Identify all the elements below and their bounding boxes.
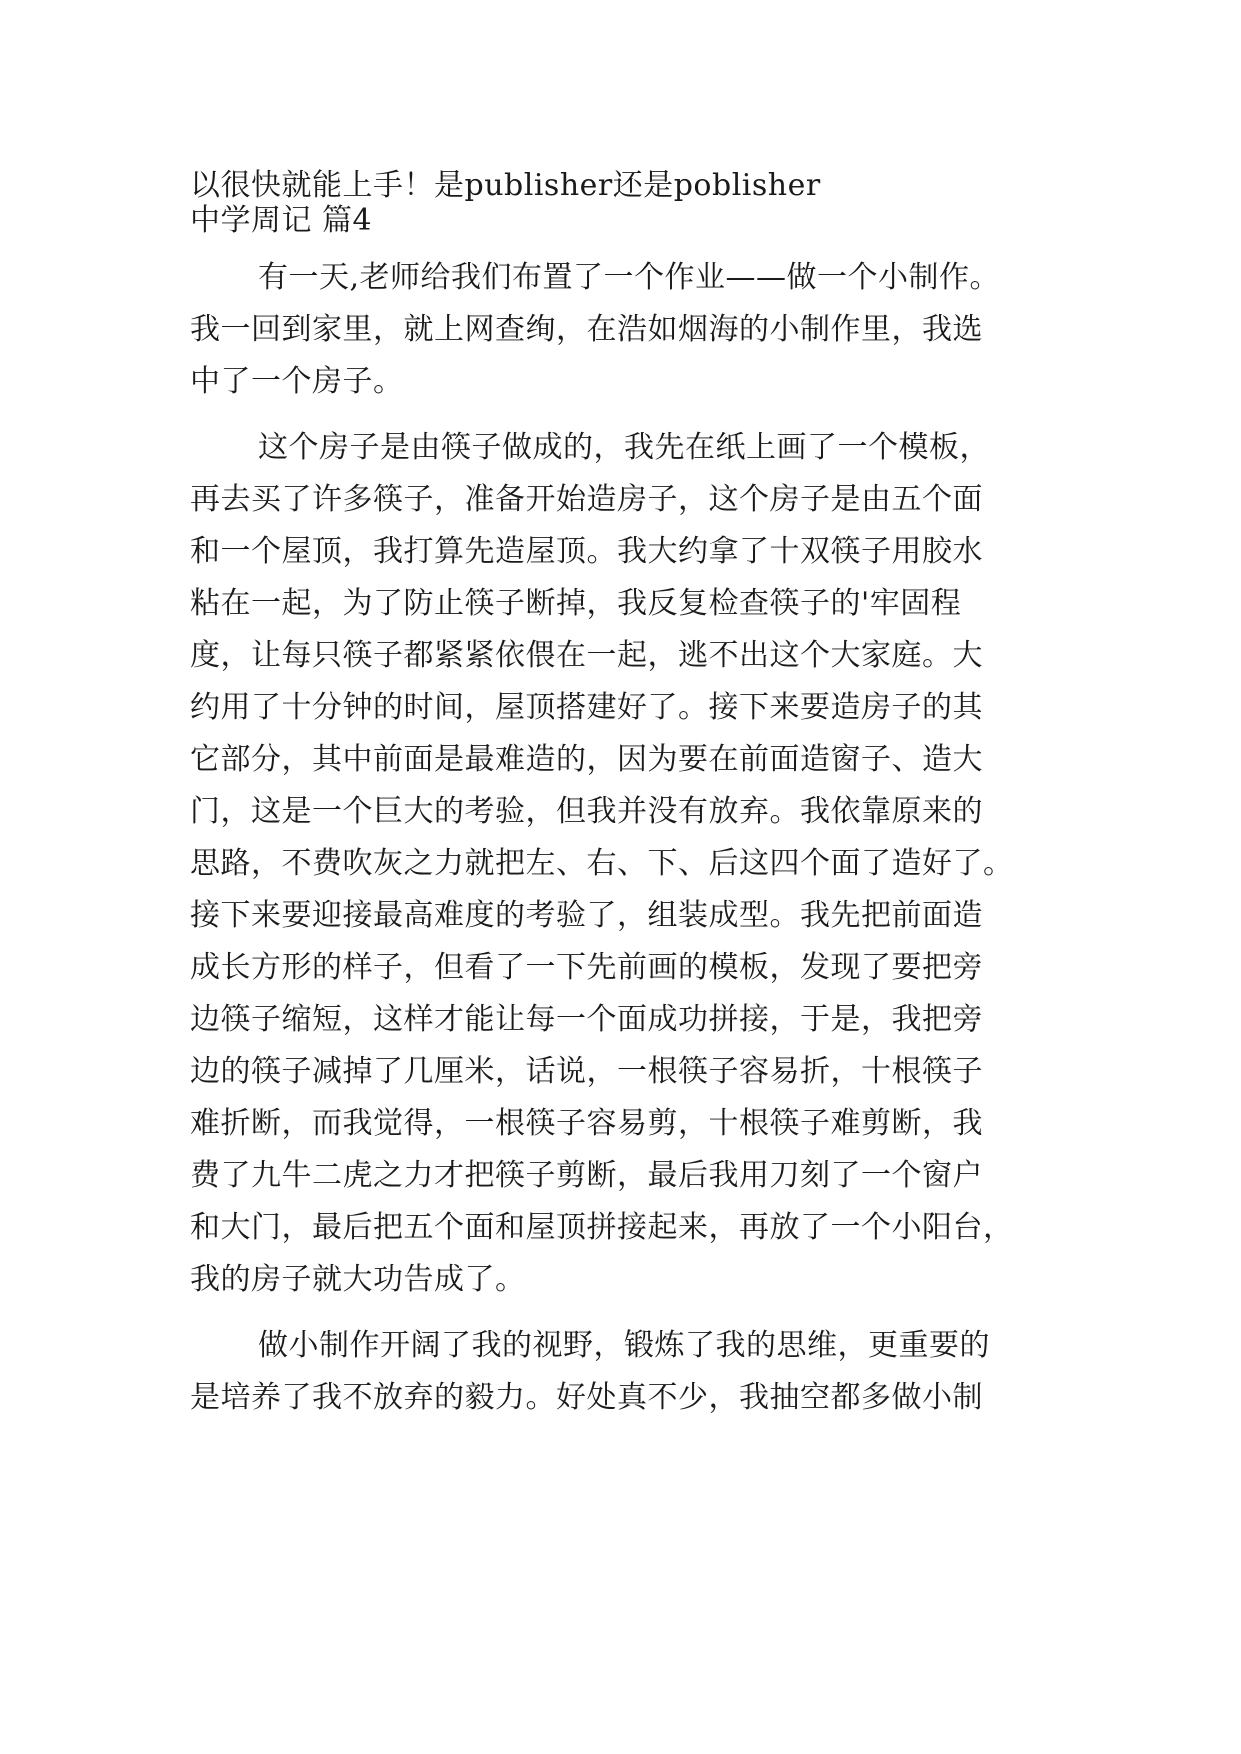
paragraph-line: 是培养了我不放弃的毅力。好处真不少，我抽空都多做小制 [190,1380,983,1415]
paragraph-line: 和大门，最后把五个面和屋顶拼接起来，再放了一个小阳台， [190,1210,1014,1245]
section-heading: 中学周记 篇4 [190,203,373,238]
text-line: 以很快就能上手！是publisher还是poblisher [190,168,821,203]
paragraph-line: 它部分，其中前面是最难造的，因为要在前面造窗子、造大 [190,742,983,777]
paragraph-line: 约用了十分钟的时间，屋顶搭建好了。接下来要造房子的其 [190,690,983,725]
paragraph-line: 粘在一起，为了防止筷子断掉，我反复检查筷子的'牢固程 [190,586,962,621]
paragraph-line: 边筷子缩短，这样才能让每一个面成功拼接，于是，我把旁 [190,1002,983,1037]
paragraph-line: 成长方形的样子，但看了一下先前画的模板，发现了要把旁 [190,950,983,985]
paragraph-line: 中了一个房子。 [190,364,404,399]
paragraph-line: 难折断，而我觉得，一根筷子容易剪，十根筷子难剪断，我 [190,1106,983,1141]
paragraph-line: 做小制作开阔了我的视野，锻炼了我的思维，更重要的 [258,1328,990,1363]
paragraph-line: 这个房子是由筷子做成的，我先在纸上画了一个模板， [258,430,990,465]
paragraph-line: 思路，不费吹灰之力就把左、右、下、后这四个面了造好了。 [190,846,1014,881]
paragraph-line: 费了九牛二虎之力才把筷子剪断，最后我用刀刻了一个窗户 [190,1158,983,1193]
paragraph-line: 门，这是一个巨大的考验，但我并没有放弃。我依靠原来的 [190,794,983,829]
paragraph-line: 我一回到家里，就上网查绚，在浩如烟海的小制作里，我选 [190,312,983,347]
paragraph-line: 有一天,老师给我们布置了一个作业——做一个小制作。 [258,260,1001,295]
paragraph-line: 再去买了许多筷子，准备开始造房子，这个房子是由五个面 [190,482,983,517]
paragraph-line: 和一个屋顶，我打算先造屋顶。我大约拿了十双筷子用胶水 [190,534,983,569]
paragraph-line: 度，让每只筷子都紧紧依偎在一起，逃不出这个大家庭。大 [190,638,983,673]
paragraph-line: 我的房子就大功告成了。 [190,1262,526,1297]
paragraph-line: 接下来要迎接最高难度的考验了，组装成型。我先把前面造 [190,898,983,933]
paragraph-line: 边的筷子减掉了几厘米，话说，一根筷子容易折，十根筷子 [190,1054,983,1089]
